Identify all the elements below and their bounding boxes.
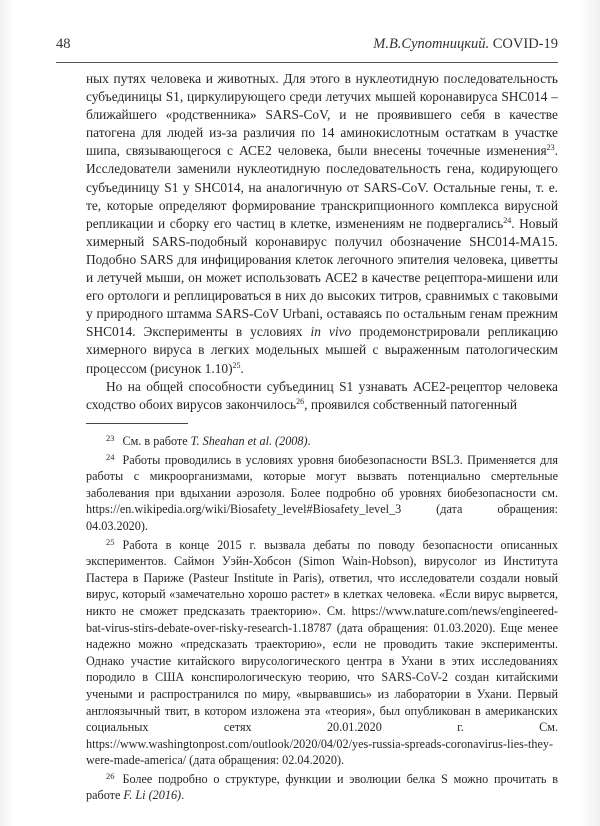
paragraph-1-text-b: . Исследователи заменили нуклеотидную последовательность гена, кодирующего субъединицу S1 у SHC014, на аналогичную от SARS-CoV. Остальные гены, т. е. те, которые определяют формирование транскрипционного комплекса вирусной репликации и сборку его частиц в клетке, изменениям не подвергались <box>86 143 558 231</box>
in-vivo-term: in vivo <box>310 324 352 340</box>
footnote-text: Работы проводились в условиях уровня биобезопасности BSL3. Применяется для работы с микроорганизмами, которые могут вызвать потенциально смертельные заболевания при вдыхании аэрозоля. Более подробно об уровнях биобезопасности см. https://en.wikipedia.org/wiki/Biosafety_level#Biosafety_level_3 (дата обращения: 04.03.2020). <box>86 452 558 533</box>
footnote-24 <box>86 452 558 535</box>
footnote-number: 25 <box>106 536 115 547</box>
footnote-citation: F. Li (2016) <box>123 788 182 803</box>
running-head <box>373 36 558 53</box>
footnote-number: 23 <box>106 433 115 443</box>
running-head-author: М.В.Супотницкий. <box>373 36 490 52</box>
main-text <box>86 70 558 414</box>
paragraph-2 <box>86 378 558 414</box>
paragraph-1 <box>86 70 558 378</box>
footnote-text-end: . <box>181 788 185 803</box>
footnote-ref-26: 26 <box>296 396 305 406</box>
footnote-text: Более подробно о структуре, функции и эволюции белка S можно прочитать в работе <box>86 771 558 803</box>
footnote-ref-24: 24 <box>503 215 512 225</box>
paragraph-1-text-c: . Новый химерный SARS-подобный коронавирус получил обозначение SHC014-MA15. Подобно SARS для инфицирования клеток легочного эпителия человека, циветты и летучей мыши, он может использовать АСЕ2 в качестве рецептора-мишени или его ортологи и реплицироваться в них до высоких титров, сравнимых с таковыми у природного штамма SARS-CoV Urbani, оставаясь по остальным генам прежним SHC014. Эксперименты в условиях <box>86 215 558 340</box>
footnote-citation: T. Sheahan et al. (2008) <box>190 434 308 448</box>
page-header <box>56 36 558 58</box>
paragraph-1-text-a: ных путях человека и животных. Для этого в нуклеотидную последовательность субъединицы S1, циркулирующего среди летучих мышей коронавируса SHC014 – ближайшего «родственника» SARS-CoV, и не проявившего себя в качестве патогена для людей из-за различия по 14 аминокислотным остаткам в участке шипа, связывающегося с АСЕ2 человека, были внесены точечные изменения <box>86 71 558 159</box>
footnote-number: 26 <box>106 770 115 781</box>
footnote-text-end: . <box>307 434 311 448</box>
paragraph-2-text-a: Но на общей способности субъединиц S1 узнавать АСЕ2-рецептор человека сходство обоих вирусов закончилось <box>86 378 558 412</box>
running-head-title: COVID-19 <box>492 36 558 52</box>
footnote-25 <box>86 537 558 769</box>
footnote-ref-25: 25 <box>232 360 241 370</box>
footnote-ref-23: 23 <box>546 143 555 153</box>
footnote-text: См. в работе <box>122 434 191 448</box>
footnotes <box>86 433 558 806</box>
footnote-text: Работа в конце 2015 г. вызвала дебаты по поводу безопасности описанных экспериментов. Саймон Уэйн-Хобсон (Simon Wain-Hobson), вирусолог из Института Пастера в Париже (Pasteur Institute in Paris), ответил, что исследователи создали новый вирус, который «замечательно хорошо растет» в клетках человека. «Если вирус вырвется, никто не сможет предсказать траекторию». См. https://www.nature.com/news/engineered-bat-virus-stirs-debate-over-risky-research-1.18787 (дата обращения: 01.03.2020). Еще менее надежно можно «предсказать траекторию», если не проводить такие эксперименты. Однако участие китайского вирусологического центра в Ухани в этих исследованиях породило в США конспирологическую теорию, что SARS-CoV-2 создан китайскими учеными и распространился по миру, «вырвавшись» из лаборатории в Ухани. Первый англоязычный твит, в котором изложена эта «теория», был опубликован в американских социальных сетях 20.01.2020 г. См. https://www.washingtonpost.com/outlook/2020/04/02/yes-russia-spreads-coronavirus-lies-they-were-made-america/ (дата обращения: 02.04.2020). <box>86 537 558 768</box>
footnote-number: 24 <box>106 451 115 462</box>
header-rule <box>56 62 558 63</box>
paragraph-1-text-e: . <box>240 360 244 376</box>
page-number: 48 <box>56 36 71 52</box>
paragraph-1-text-d: продемонстрировали репликацию химерного вируса в легких модельных мышей с выраженным патологическим процессом (рисунок 1.10) <box>86 324 558 376</box>
footnote-separator <box>86 423 188 424</box>
paragraph-2-text-b: , проявился собственный патогенный <box>304 396 518 412</box>
footnote-23 <box>86 433 558 450</box>
footnote-26 <box>86 771 558 804</box>
